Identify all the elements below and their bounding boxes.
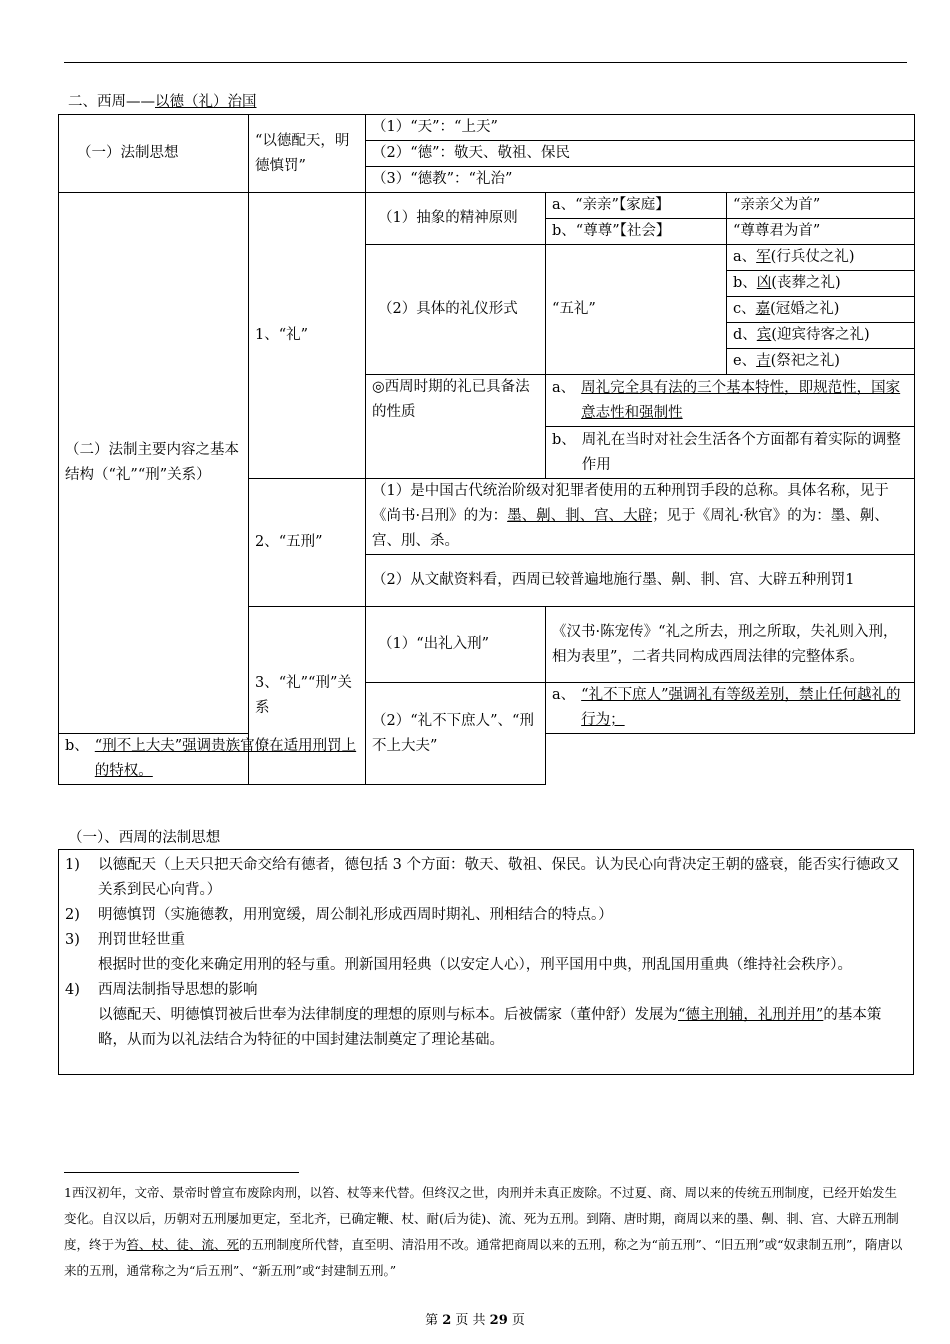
list-item: 2) 明德慎罚（实施德教，用刑宽缓，周公制礼形成西周时期礼、刑相结合的特点。） <box>65 907 613 923</box>
rel-a: a、 “礼不下庶人”强调礼有等级差别，禁止任何越礼的行为； <box>546 683 915 734</box>
li-law-a: a、 周礼完全具有法的三个基本特性，即规范性，国家意志性和强制性 <box>546 375 915 427</box>
sec1-mid: “以德配天，明德慎罚” <box>249 115 366 193</box>
li-wuli: “五礼” <box>546 245 727 375</box>
li-zunzun: b、“尊尊”【社会】 <box>546 219 727 245</box>
li-law-b: b、 周礼在当时对社会生活各个方面都有着实际的调整作用 <box>546 427 915 479</box>
li-label: 1、“礼” <box>249 193 366 479</box>
rel-label: 3、“礼”“刑”关系 <box>249 607 366 785</box>
list-item: 1) 以德配天（上天只把天命交给有德者，德包括 3 个方面：敬天、敬祖、保民。认为民心向背决定王朝的盛衰，能否实行德政又关系到民心向背。） <box>65 857 900 898</box>
heading-prefix: 二、西周—— <box>68 94 155 110</box>
li-principle: （1）抽象的精神原则 <box>366 193 546 245</box>
item4-body: 以德配天、明德慎罚被后世奉为法律制度的理想的原则与标本。后被儒家（董仲舒）发展为“德主刑辅，礼刑并用”的基本策略，从而为以礼法结合为特征的中国封建法制奠定了理论基础。 <box>98 1007 882 1048</box>
li-zunzun-value: “尊尊君为首” <box>727 219 915 245</box>
sec2-label: （二）法制主要内容之基本结构（“礼”“刑”关系） <box>59 193 249 734</box>
wuli-item: b、凶(丧葬之礼) <box>727 271 915 297</box>
li-qinqin-value: “亲亲父为首” <box>727 193 915 219</box>
page-number: 2 <box>442 1313 452 1328</box>
footnote: 1西汉初年，文帝、景帝时曾宣布废除肉刑，以笞、杖等来代替。但终汉之世，肉刑并未真正废除。不过夏、商、周以来的传统五刑制度，已经开始发生变化。自汉以后，历朝对五刑屡加更定，至北齐，已确定鞭、杖、耐(后为徒)、流、死为五刑。到隋、唐时期，商周以来的墨、劓、剕、宫、大辟五刑制度，终于为笞、杖、徒、流、死的五刑制度所代替，直至明、清沿用不改。通常把商周以来的五刑，称之为“前五刑”、“旧五刑”或“奴隶制五刑”，隋唐以来的五刑，通常称之为“后五刑”、“新五刑”或“封建制五刑。” <box>64 1185 903 1278</box>
footnote-rule <box>64 1172 299 1173</box>
wuli-item: e、吉(祭祀之礼) <box>727 349 915 375</box>
wuli-item: d、宾(迎宾待客之礼) <box>727 323 915 349</box>
li-qinqin: a、“亲亲”【家庭】 <box>546 193 727 219</box>
page-total: 29 <box>489 1313 508 1328</box>
section2-box <box>58 849 914 1075</box>
rel-chuli-value: 《汉书·陈宠传》“礼之所去，刑之所取，失礼则入刑，相为表里”，二者共同构成西周法律的完整体系。 <box>546 607 915 683</box>
page-footer: 第 2 页 共 29 页 <box>425 1313 525 1328</box>
xing-p2: （2）从文献资料看，西周已较普遍地施行墨、劓、剕、宫、大辟五种刑罚1 <box>366 555 915 607</box>
list-item: 4) 西周法制指导思想的影响 <box>65 982 258 998</box>
sec1-item: （3）“德教”：“礼治” <box>366 167 915 193</box>
sec1-item: （2）“德”：敬天、敬祖、保民 <box>366 141 915 167</box>
header-rule <box>64 62 907 63</box>
li-law-nature: ◎西周时期的礼已具备法的性质 <box>366 375 546 479</box>
sec1-item: （1）“天”：“上天” <box>366 115 915 141</box>
xing-p1: （1）是中国古代统治阶级对犯罪者使用的五种刑罚手段的总称。具体名称，见于《尚书·吕刑》的为：墨、劓、剕、宫、大辟；见于《周礼·秋官》的为：墨、劓、宫、刖、杀。 <box>366 479 915 555</box>
wuli-item: a、军(行兵仗之礼) <box>727 245 915 271</box>
heading-underlined: 以德（礼）治国 <box>155 94 257 110</box>
rel-chuli: （1）“出礼入刑” <box>366 607 546 683</box>
xing-label: 2、“五刑” <box>249 479 366 607</box>
li-form: （2）具体的礼仪形式 <box>366 245 546 375</box>
rel-b: b、 “刑不上大夫”强调贵族官僚在适用刑罚上的特权。 <box>59 734 366 785</box>
sec1-label: （一）法制思想 <box>59 115 249 193</box>
item3-body: 根据时世的变化来确定用刑的轻与重。刑新国用轻典（以安定人心），刑平国用中典，刑乱国用重典（维持社会秩序）。 <box>98 957 852 973</box>
list-item: 3) 刑罚世轻世重 <box>65 932 185 948</box>
section-heading <box>68 90 257 115</box>
summary-table <box>58 114 915 785</box>
section2-title: （一）、西周的法制思想 <box>68 830 221 846</box>
wuli-item: c、嘉(冠婚之礼) <box>727 297 915 323</box>
rel-libuxia: （2）“礼不下庶人”、“刑不上大夫” <box>366 683 546 785</box>
